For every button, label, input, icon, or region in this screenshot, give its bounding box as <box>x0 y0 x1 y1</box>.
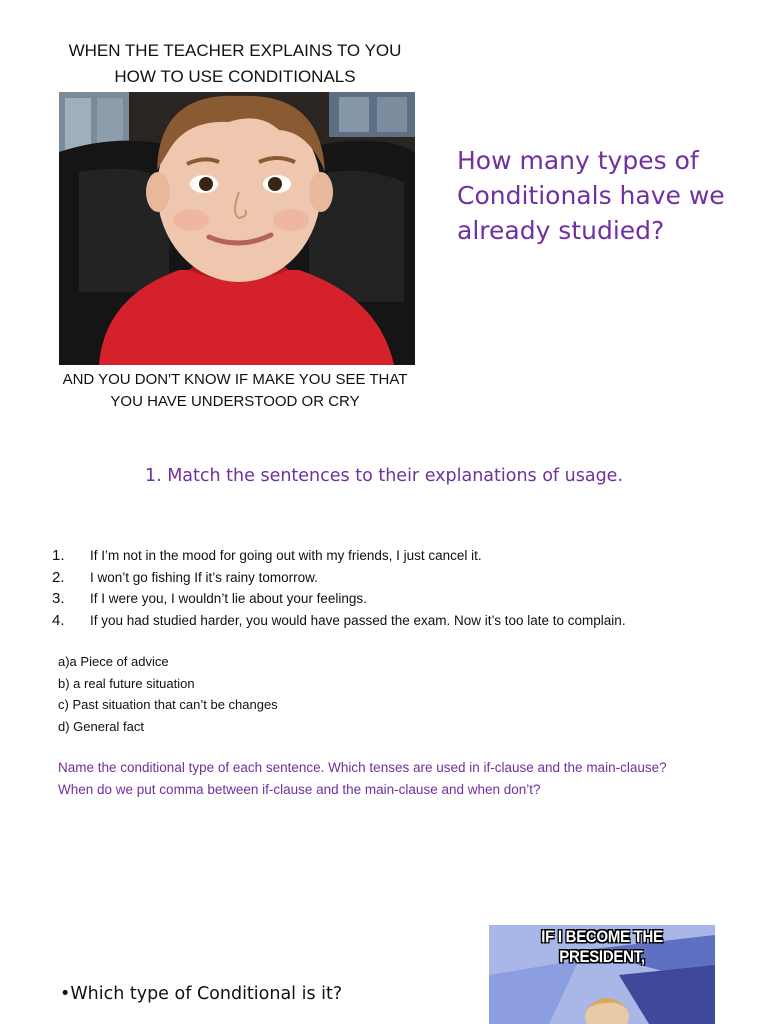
meme-bottom-caption: AND YOU DON'T KNOW IF MAKE YOU SEE THAT YOU HAVE UNDERSTOOD OR CRY <box>62 371 408 410</box>
usage-option: a)a Piece of advice <box>58 654 169 669</box>
conditionals-question: How many types of Conditionals have we already studied? <box>457 146 725 245</box>
sentence-number: 1. <box>52 547 65 565</box>
sentence-number: 2. <box>52 568 65 586</box>
sentence-item <box>52 567 752 589</box>
meme-photo-child <box>59 92 415 365</box>
sentence-text: If I were you, I wouldn’t lie about your feelings. <box>90 591 367 607</box>
child-photo-illustration <box>59 92 415 365</box>
usage-option: d) General fact <box>58 718 144 734</box>
sentence-text: If I’m not in the mood for going out with my friends, I just cancel it. <box>90 548 482 564</box>
meme-caption: IF I BECOME THE PRESIDENT, <box>541 927 663 966</box>
sentence-list <box>52 545 752 631</box>
sentence-item <box>52 610 752 632</box>
bullet-icon: • <box>60 984 71 1004</box>
instruction-line: Name the conditional type of each sentence. Which tenses are used in if-clause and the main-clause? <box>58 760 667 775</box>
usage-option: b) a real future situation <box>58 675 195 691</box>
sentence-text: I won’t go fishing If it’s rainy tomorrow. <box>90 569 318 585</box>
bullet-question: •Which type of Conditional is it? <box>60 984 343 1004</box>
instructions <box>58 757 748 800</box>
sentence-number: 4. <box>52 611 65 629</box>
sentence-item <box>52 588 752 610</box>
instruction-line: When do we put comma between if-clause and the main-clause and when don’t? <box>58 781 541 797</box>
meme-president <box>489 925 715 1024</box>
task-title: 1. Match the sentences to their explanations of usage. <box>144 466 624 486</box>
usage-options <box>58 651 558 737</box>
sentence-text: If you had studied harder, you would have passed the exam. Now it’s too late to complain. <box>90 612 626 628</box>
meme-top-caption: WHEN THE TEACHER EXPLAINS TO YOU HOW TO USE CONDITIONALS <box>68 41 402 86</box>
sentence-item <box>52 545 752 567</box>
sentence-number: 3. <box>52 590 65 608</box>
usage-option: c) Past situation that can’t be changes <box>58 697 278 712</box>
